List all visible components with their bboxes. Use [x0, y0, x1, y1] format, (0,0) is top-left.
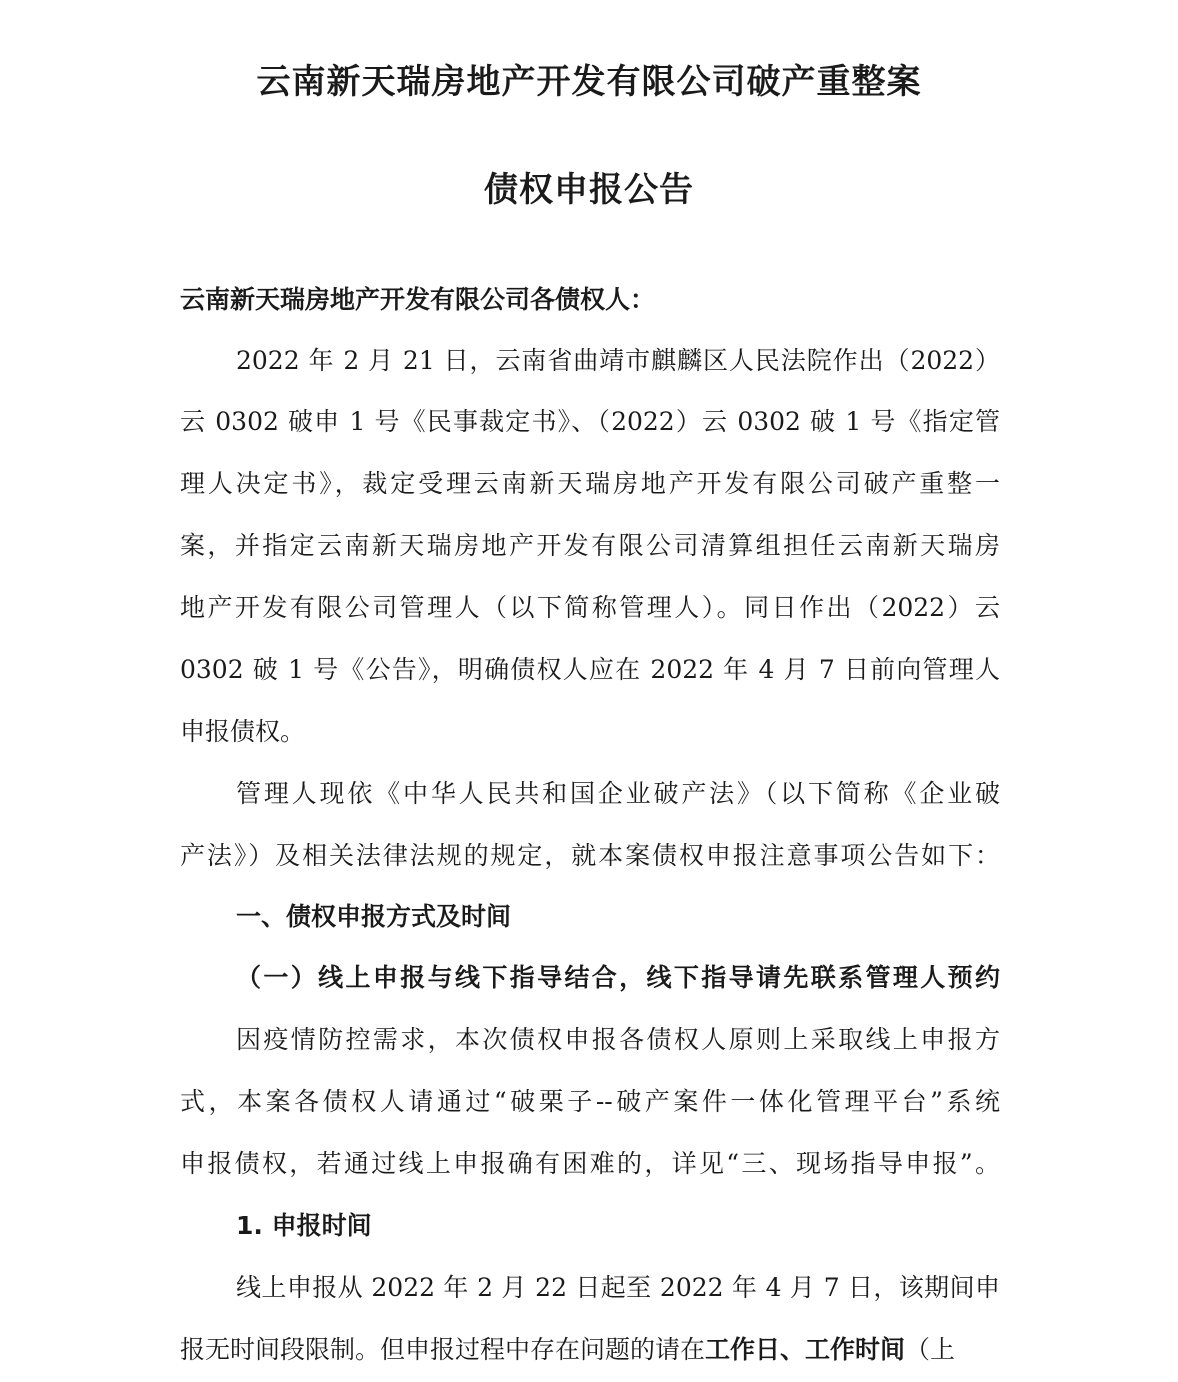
para2-line: 管理人现依《中华人民共和国企业破产法》（以下简称《企业破 — [236, 779, 1000, 808]
para4-text: （上 — [905, 1335, 956, 1364]
para3-line: 因疫情防控需求，本次债权申报各债权人原则上采取线上申报方 — [236, 1025, 1000, 1054]
para4-text: 报无时间段限制。但申报过程中存在问题的请在 — [180, 1335, 706, 1364]
para1-line: 云 0302 破申 1 号《民事裁定书》、（2022）云 0302 破 1 号《指定管 — [180, 407, 1000, 436]
para1-line: 地产开发有限公司管理人（以下简称管理人）。同日作出（2022）云 — [180, 593, 1000, 622]
para1-line: 0302 破 1 号《公告》，明确债权人应在 2022 年 4 月 7 日前向管理人 — [180, 655, 1000, 684]
para1-line: 理人决定书》，裁定受理云南新天瑞房地产开发有限公司破产重整一 — [180, 469, 1000, 498]
para3-line: 式，本案各债权人请通过“破栗子--破产案件一体化管理平台”系统 — [180, 1087, 1000, 1116]
para1-line: 2022 年 2 月 21 日，云南省曲靖市麒麟区人民法院作出（2022） — [236, 346, 1000, 375]
para1-line: 案，并指定云南新天瑞房地产开发有限公司清算组担任云南新天瑞房 — [180, 531, 1000, 560]
section-heading: 一、债权申报方式及时间 — [236, 902, 512, 931]
item-heading: 1. 申报时间 — [236, 1211, 372, 1240]
para3-line: 申报债权，若通过线上申报确有困难的，详见“三、现场指导申报”。 — [180, 1149, 1000, 1178]
para1-line: 申报债权。 — [180, 717, 306, 746]
document-title-line1: 云南新天瑞房地产开发有限公司破产重整案 — [256, 62, 922, 102]
subsection-heading: （一）线上申报与线下指导结合，线下指导请先联系管理人预约 — [236, 963, 1000, 992]
salutation: 云南新天瑞房地产开发有限公司各债权人： — [180, 285, 656, 314]
document-title-line2: 债权申报公告 — [484, 170, 694, 210]
para2-line: 产法》）及相关法律法规的规定，就本案债权申报注意事项公告如下： — [180, 841, 1000, 870]
para4-line: 线上申报从 2022 年 2 月 22 日起至 2022 年 4 月 7 日，该期间申 — [236, 1273, 1000, 1302]
para4-emphasis: 工作日、工作时间 — [705, 1335, 906, 1364]
para4-line — [180, 1333, 1000, 1367]
